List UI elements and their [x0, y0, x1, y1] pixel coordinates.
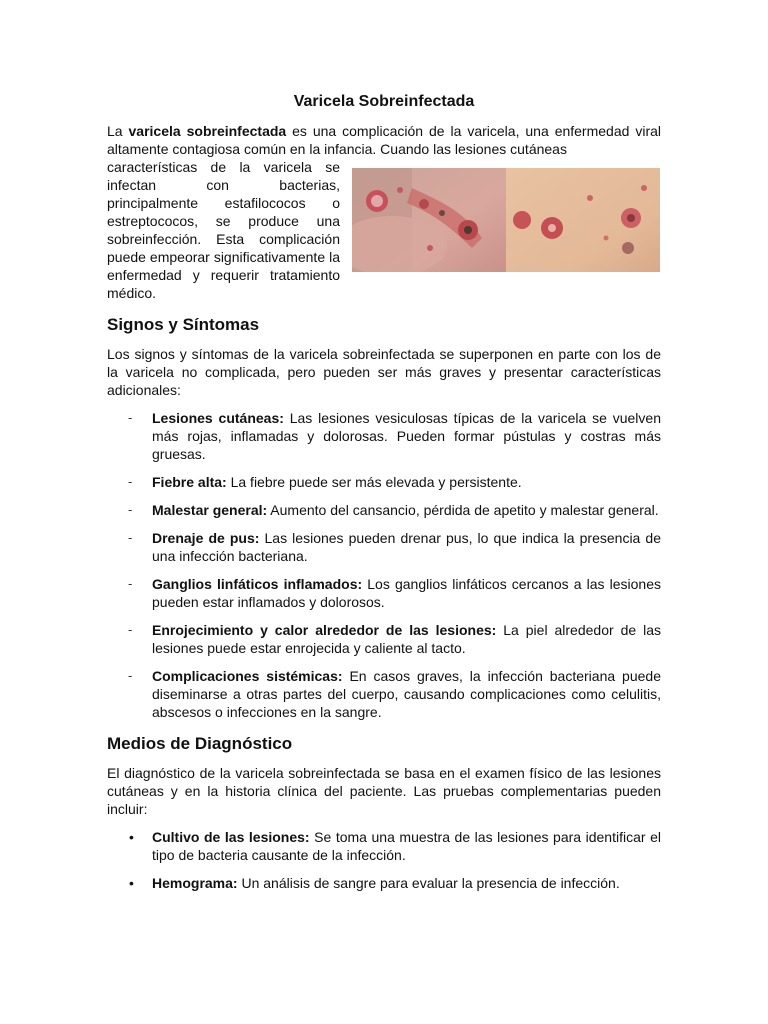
intro-term: varicela sobreinfectada [128, 123, 287, 139]
list-marker: - [128, 668, 133, 683]
signs-heading: Signos y Síntomas [107, 315, 260, 334]
diagnosis-heading: Medios de Diagnóstico [107, 734, 293, 753]
list-marker: - [128, 622, 133, 637]
list-item: - Enrojecimiento y calor alrededor de las lesiones: La piel alrededor de las lesiones puede estar enrojecida y caliente al tacto. [128, 622, 661, 656]
list-marker: - [128, 530, 133, 545]
signs-list [107, 409, 661, 721]
list-marker: - [128, 576, 133, 591]
list-item: - Complicaciones sistémicas: En casos graves, la infección bacteriana puede diseminarse a otras partes del cuerpo, causando complicaciones como celulitis, abscesos o infecciones en la sangre. [128, 668, 661, 720]
lesion-photo-right [506, 168, 660, 272]
document-title: Varicela Sobreinfectada [293, 93, 475, 110]
diagnosis-list [107, 828, 661, 892]
diagnosis-intro: El diagnóstico de la varicela sobreinfectada se basa en el examen físico de las lesiones cutáneas y en la historia clínica del paciente. Las pruebas complementarias pueden incluir: [107, 765, 661, 817]
intro-wrapped-text: características de la varicela se infectan con bacterias, principalmente estafilococos o estreptococos, se produce una sobreinfección. Esta complicación puede empeorar significativamente la enfermedad y requerir tratamiento médico. [107, 159, 340, 301]
list-item: • Cultivo de las lesiones: Se toma una muestra de las lesiones para identificar el tipo de bacteria causante de la infección. [129, 829, 661, 863]
list-item: - Ganglios linfáticos inflamados: Los ganglios linfáticos cercanos a las lesiones pueden estar inflamados y dolorosos. [128, 576, 661, 610]
list-item: - Fiebre alta: La fiebre puede ser más elevada y persistente. [128, 474, 522, 490]
document-body [107, 92, 661, 892]
lesion-photo-left [352, 168, 506, 272]
signs-intro: Los signos y síntomas de la varicela sobreinfectada se superponen en parte con los de la varicela no complicada, pero pueden ser más graves y presentar características adicionales: [107, 346, 661, 398]
list-marker: - [128, 474, 133, 489]
bullet-icon: • [129, 829, 134, 845]
list-item: • Hemograma: Un análisis de sangre para evaluar la presencia de infección. [129, 875, 620, 891]
list-item: - Drenaje de pus: Las lesiones pueden drenar pus, lo que indica la presencia de una infección bacteriana. [128, 530, 661, 564]
list-marker: - [128, 502, 133, 517]
intro-paragraph: La varicela sobreinfectada es una complicación de la varicela, una enfermedad viral altamente contagiosa común en la infancia. Cuando las lesiones cutáneas [107, 123, 662, 157]
list-marker: - [128, 410, 133, 425]
bullet-icon: • [129, 875, 134, 891]
intro-wrap-row [107, 158, 661, 302]
lesion-photos [352, 168, 660, 272]
list-item: - Lesiones cutáneas: Las lesiones vesiculosas típicas de la varicela se vuelven más rojas, inflamadas y dolorosas. Pueden formar pústulas y costras más gruesas. [128, 410, 661, 462]
list-item: - Malestar general: Aumento del cansancio, pérdida de apetito y malestar general. [128, 502, 659, 518]
